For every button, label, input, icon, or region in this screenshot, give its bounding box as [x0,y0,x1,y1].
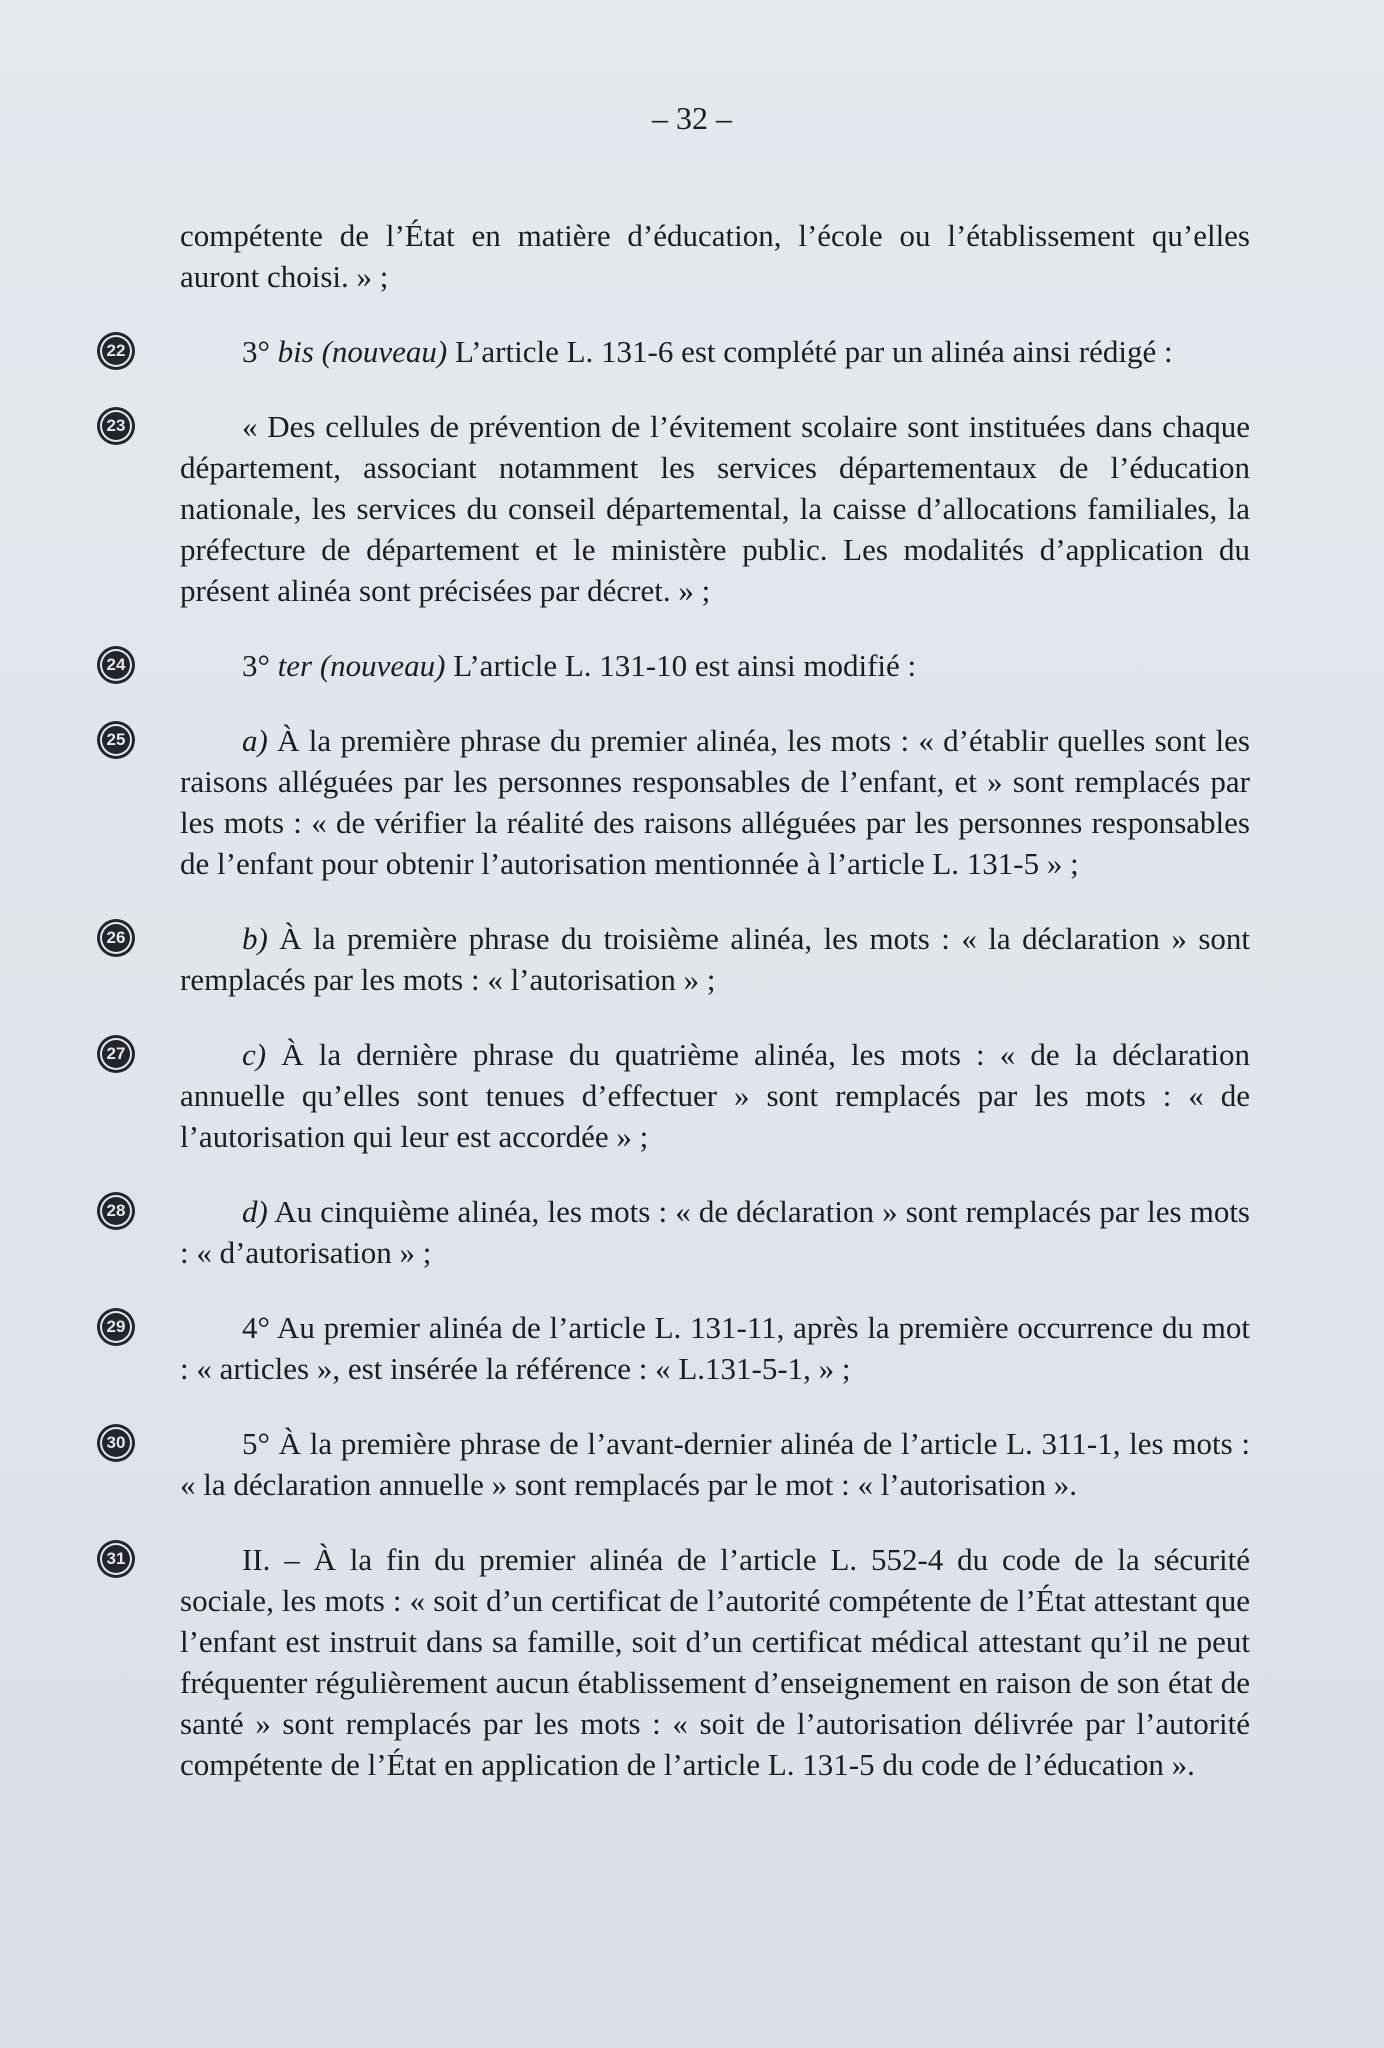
paragraph-number-badge: 27 [100,1038,132,1070]
paragraph-28 [106,1191,1250,1273]
paragraph-22 [106,331,1250,372]
paragraph-italic: c) [242,1037,267,1072]
paragraph-text: L’article L. 131-6 est complété par un alinéa ainsi rédigé : [447,334,1173,369]
paragraph-number-badge: 23 [100,410,132,442]
paragraph-text: 4° Au premier alinéa de l’article L. 131-11, après la première occurrence du mot : « articles », est insérée la référence : « L.131-5-1, » ; [180,1310,1250,1386]
paragraph-number-badge: 24 [100,649,132,681]
paragraph-italic: d) [242,1194,268,1229]
paragraph-30 [106,1423,1250,1505]
paragraph-italic: bis (nouveau) [277,334,448,369]
document-body [106,215,1250,1819]
paragraph-text: Au cinquième alinéa, les mots : « de déclaration » sont remplacés par les mots : « d’autorisation » ; [180,1194,1250,1270]
paragraph-number-badge: 25 [100,724,132,756]
paragraph-text: II. – À la fin du premier alinéa de l’article L. 552-4 du code de la sécurité sociale, les mots : « soit d’un certificat de l’autorité compétente de l’État attestant que l’enfant est instruit dans sa famille, soit d’un certificat médical attestant qu’il ne peut fréquenter régulièrement aucun établissement d’enseignement en raison de son état de santé » sont remplacés par les mots : « soit de l’autorisation délivrée par l’autorité compétente de l’État en application de l’article L. 131-5 du code de l’éducation ». [180,1542,1250,1782]
paragraph-number-badge: 26 [100,922,132,954]
paragraph-continuation [180,215,1250,297]
paragraph-italic: a) [242,723,268,758]
paragraph-text: compétente de l’État en matière d’éducation, l’école ou l’établissement qu’elles auront choisi. » ; [180,218,1250,294]
paragraph-number-badge: 31 [100,1543,132,1575]
paragraph-text: À la dernière phrase du quatrième alinéa, les mots : « de la déclaration annuelle qu’elles sont tenues d’effectuer » sont remplacés par les mots : « de l’autorisation qui leur est accordée » ; [180,1037,1250,1154]
page-number: – 32 – [652,100,732,136]
paragraph-text: 5° À la première phrase de l’avant-dernier alinéa de l’article L. 311-1, les mots : « la déclaration annuelle » sont remplacés par le mot : « l’autorisation ». [180,1426,1250,1502]
paragraph-24 [106,645,1250,686]
paragraph-26 [106,918,1250,1000]
paragraph-31 [106,1539,1250,1785]
paragraph-number-badge: 22 [100,335,132,367]
paragraph-lead: 3° [242,334,278,369]
paragraph-number-badge: 28 [100,1195,132,1227]
paragraph-text: L’article L. 131-10 est ainsi modifié : [445,648,917,683]
paragraph-number-badge: 30 [100,1427,132,1459]
paragraph-number-badge: 29 [100,1311,132,1343]
paragraph-27 [106,1034,1250,1157]
paragraph-29 [106,1307,1250,1389]
paragraph-23 [106,406,1250,611]
paragraph-italic: b) [242,921,268,956]
paragraph-text: À la première phrase du troisième alinéa, les mots : « la déclaration » sont remplacés par les mots : « l’autorisation » ; [180,921,1250,997]
paragraph-text: À la première phrase du premier alinéa, les mots : « d’établir quelles sont les raisons alléguées par les personnes responsables de l’enfant, et » sont remplacés par les mots : « de vérifier la réalité des raisons alléguées par les personnes responsables de l’enfant pour obtenir l’autorisation mentionnée à l’article L. 131-5 » ; [180,723,1250,881]
paragraph-italic: ter (nouveau) [277,648,446,683]
paragraph-lead: 3° [242,648,278,683]
paragraph-text: « Des cellules de prévention de l’évitement scolaire sont instituées dans chaque département, associant notamment les services départementaux de l’éducation nationale, les services du conseil départemental, la caisse d’allocations familiales, la préfecture de département et le ministère public. Les modalités d’application du présent alinéa sont précisées par décret. » ; [180,409,1250,608]
paragraph-25 [106,720,1250,884]
